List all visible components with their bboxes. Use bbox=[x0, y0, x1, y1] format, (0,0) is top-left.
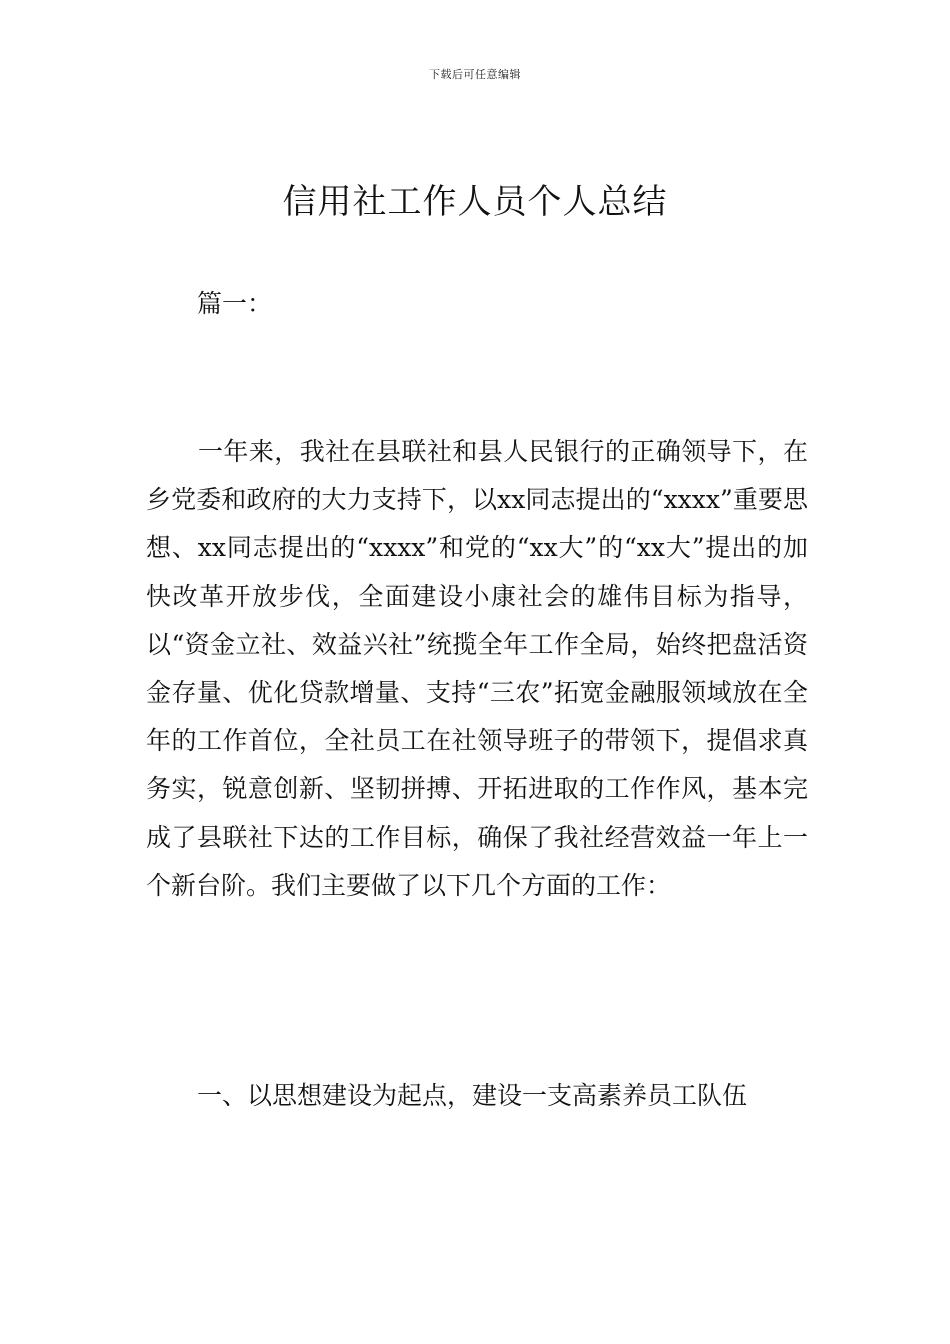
document-title: 信用社工作人员个人总结 bbox=[282, 182, 668, 222]
header-note: 下载后可任意编辑 bbox=[429, 68, 521, 81]
body-paragraph: 一年来，我社在县联社和县人民银行的正确领导下，在乡党委和政府的大力支持下，以xx同志提出的“xxxx”重要思想、xx同志提出的“xxxx”和党的“xx大”的“xx大”提出的加快改革开放步伐，全面建设小康社会的雄伟目标为指导，以“资金立社、效益兴社”统揽全年工作全局，始终把盘活资金存量、优化贷款增量、支持“三农”拓宽金融服领域放在全年的工作首位，全社员工在社领导班子的带领下，提倡求真务实，锐意创新、坚韧拼搏、开拓进取的工作作风，基本完成了县联社下达的工作目标，确保了我社经营效益一年上一个新台阶。我们主要做了以下几个方面的工作： bbox=[146, 437, 808, 900]
section-label: 篇一： bbox=[197, 289, 273, 318]
section-heading: 一、以思想建设为起点，建设一支高素养员工队伍 bbox=[197, 1081, 748, 1110]
